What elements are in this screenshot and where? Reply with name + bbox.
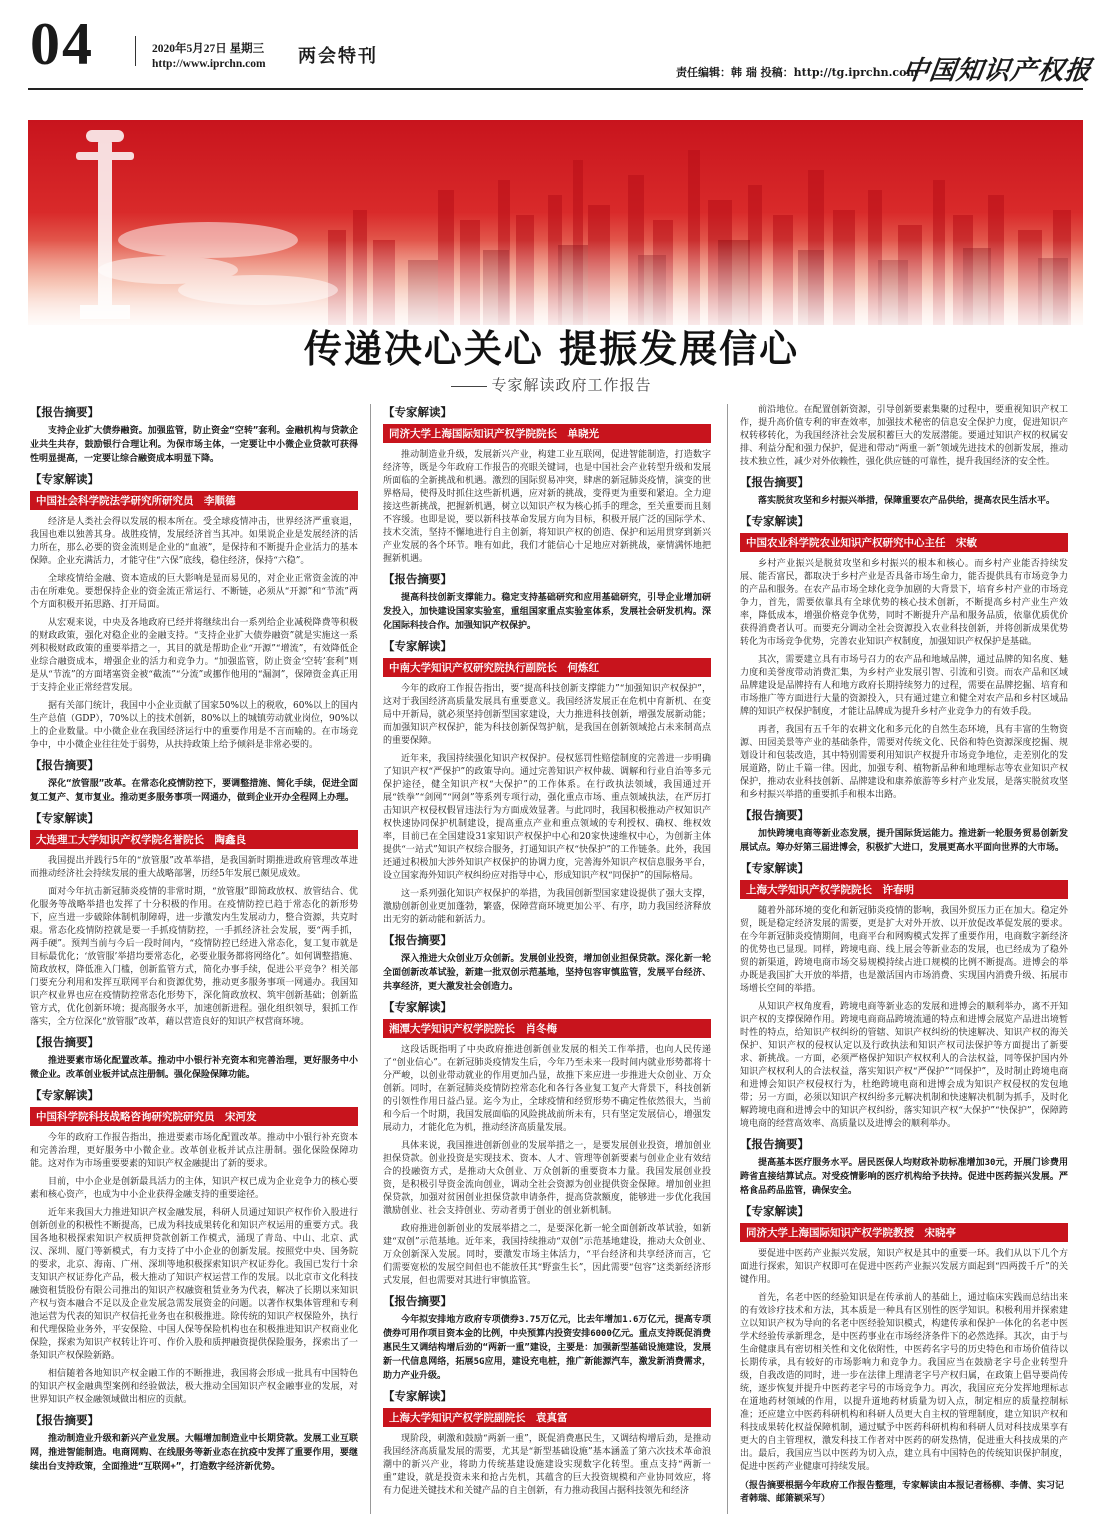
report-block <box>30 757 358 805</box>
newspaper-logo: 中国知识产权报 <box>900 56 1094 86</box>
expert-block <box>740 1203 1068 1474</box>
article-paragraph: 近年来我国大力推进知识产权金融发展，科研人员通过知识产权作价入股进行创新创业的积极性不断提高，已成为科技成果转化和知识产权运用的重要方式。我国各地积极探索知识产权质押贷款创新工作模式，涌现了青岛、中山、北京、武汉、深圳、厦门等新模式，有力支持了中小企业的创新发展。按照党中央、国务院的要求，北京、海南、广州、深圳等地积极探索知识产权证券化。我国已发行十余支知识产权证券化产品，极大推动了知识产权运营工作的发展。以北京市文化科技融资租赁股份有限公司推出的知识产权融资租赁业务为代表，解决了长期以来知识产权与资本融合不足以及企业发展急需发展资金的问题。以著作权集体管理和专利池运营为代表的知识产权信托业务也在积极推进。除传统的知识产权保险外，执行和代理保险业务外，平安保险、中国人保等保险机构也在积极推进知识产权商业化保险，探索为知识产权转让许可、作价入股和质押融资提供保险服务，探索出了一条知识产权保险新路。 <box>30 1208 358 1361</box>
report-block <box>740 474 1068 508</box>
article-paragraph: 推动制造业升级，发展新兴产业，构建工业互联网，促进智能制造，打造数字经济等，既是今年政府工作报告的亮眼关键词，也是中国社会产业转型升级和发展所面临的全新挑战和机遇。激烈的国际贸易冲突，肆虐的新冠肺炎疫情，演变的世界格局，使得及时抓住这些新机遇，应对新的挑战，变得更为重要和紧迫。全力迎接这些新挑战，把握新机遇，树立以知识产权为核心抓手的理念，至关重要而且刻不容缓。也即是说，要以新科技革命发展方向为目标，积极开展广泛的国际学术、技术交流，坚持不懈地进行自主创新，将知识产权的创造、保护和运用贯穿到新兴产业发展的各个环节。唯有如此，我们才能信心十足地应对新挑战，豪情满怀地把握新机遇。 <box>383 450 711 564</box>
article-paragraph: 今年的政府工作报告指出，推进要素市场化配置改革。推动中小银行补充资本和完善治理，更好服务中小微企业。改革创业板并试点注册制。强化保险保障功能。这对作为市场重要要素的知识产权金融提出了新的要求。 <box>30 1133 358 1169</box>
expert-block <box>30 471 358 752</box>
expert-block <box>30 1087 358 1407</box>
report-summary-heading: 【报告摘要】 <box>30 1413 99 1427</box>
report-summary-text: 支持企业扩大债券融资。加强监管，防止资金“空转”套利。金融机构与贷款企业共生共存，鼓励银行合理让利。为保市场主体，一定要让中小微企业贷款可获得性明显提高，一定要让综合融资成本明显下降。 <box>30 426 358 464</box>
report-summary-text: 深入推进大众创业万众创新。发展创业投资，增加创业担保贷款。深化新一轮全面创新改革试验，新建一批双创示范基地，坚持包容审慎监管，发展平台经济、共享经济，更大激发社会创造力。 <box>383 954 711 992</box>
report-block <box>30 1412 358 1474</box>
column-1 <box>30 404 358 1514</box>
expert-block <box>740 513 1068 802</box>
article-paragraph: 乡村产业振兴是脱贫攻坚和乡村振兴的根本和核心。而乡村产业能否持续发展、能否富民，都取决于乡村产业是否具备市场生命力，能否提供具有市场竞争力的产品和服务。在农产品市场全球化竞争加剧的大背景下，培育乡村产业的市场竞争力，首先，需要依靠具有全球优势的核心技术创新，不断提高乡村产业生产效率，降低成本，增强价格竞争优势，同时不断提升产品和服务品质，依靠优质优价获得消费者认可。而要充分调动全社会资源投入农业科技创新，并将创新成果优势转化为市场竞争优势，完善农业知识产权制度，加强知识产权保护是基础。 <box>740 559 1068 647</box>
subheadline <box>0 374 1103 395</box>
report-summary-text: 加快跨境电商等新业态发展，提升国际货运能力。推进新一轮服务贸易创新发展试点。筹办好第三届进博会，积极扩大进口，发展更高水平面向世界的大市场。 <box>740 829 1068 853</box>
report-block <box>740 1136 1068 1198</box>
expert-reading-heading: 【专家解读】 <box>30 1088 99 1102</box>
article-paragraph: 我国提出并践行5年的“放管服”改革举措，是我国新时期推进政府管理改革进而推动经济社会持续发展的重大战略部署，历经5年发展已颇见成效。 <box>30 856 358 879</box>
expert-name-bar: 湘潭大学知识产权学院院长 肖冬梅 <box>383 1019 711 1038</box>
expert-block <box>383 404 711 566</box>
editor-line: 责任编辑：韩 瑞 投稿：http://tg.iprchn.com <box>676 66 919 79</box>
article-paragraph: 目前，中小企业是创新最具活力的主体，知识产权已成为企业竞争力的核心要素和核心资产，也成为中小企业获得金融支持的重要途径。 <box>30 1177 358 1200</box>
expert-name-bar: 上海大学知识产权学院院长 许春明 <box>740 880 1068 899</box>
city-skyline-graphic <box>28 120 1083 325</box>
expert-reading-heading: 【专家解读】 <box>383 1389 452 1403</box>
masthead <box>0 0 1103 100</box>
article-paragraph: 从知识产权角度看，跨境电商等新业态的发展和进博会的顺利举办，离不开知识产权的支撑保障作用。跨境电商商品跨境流通的特点和进博会展览产品进出境暂时性的特点，给知识产权纠纷的管辖、知识产权纠纷的快速解决、知识产权的海关保护、知识产权的侵权认定以及行政执法和知识产权司法保护等方面提出了新要求、新挑战。一方面，必须严格保护知识产权权利人的合法权益，同等保护国内外知识产权权利人的合法权益，落实知识产权“严保护”“同保护”，及时制止跨境电商和进博会知识产权侵权行为，杜绝跨境电商和进博会成为知识产权侵权的发包地带；另一方面，必须以知识产权纠纷多元解决机制和快速解决机制为抓手，及时化解跨境电商和进博会中的知识产权纠纷，落实知识产权“大保护”“快保护”，保障跨境电商的经营高效率、高质量以及进博会的顺利举办。 <box>740 1002 1068 1129</box>
report-summary-text: 提高基本医疗服务水平。居民医保人均财政补助标准增加30元，开展门诊费用跨省直接结算试点。对受疫情影响的医疗机构给予扶持。促进中医药振兴发展。严格食品药品监管，确保安全。 <box>740 1158 1068 1196</box>
article-paragraph: 政府推进创新创业的发展举措之二，是要深化新一轮全面创新改革试验，如新建“双创”示范基地。近年来，我国持续推动“双创”示范基地建设，推动大众创业、万众创新深入发展。同时，要激发市场主体活力，“平台经济和共享经济而言，它们需要宽松的发展空间但也不能放任其“野蛮生长”，因此需要“包容”这类新经济形式发展，但也需要对其进行审慎监管。 <box>383 1224 711 1286</box>
column-divider <box>727 404 728 1514</box>
article-paragraph: 具体来说，我国推进创新创业的发展举措之一，是要发展创业投资，增加创业担保贷款。创业投资是实现技术、资本、人才、管理等创新要素与创业企业有效结合的投融资方式，是推动大众创业、万众创新的重要资本力量。我国发展创业投资，是积极引导资金流向创业，调动全社会资源为创业提供资金保障。增加创业担保贷款，加强对贫困创业担保贷款申请条件，提高贷款额度，能够进一步优化我国激励创业、社会支持创业、劳动者勇于创业的创业新机制。 <box>383 1141 711 1216</box>
report-summary-heading: 【报告摘要】 <box>383 1294 452 1308</box>
expert-reading-heading: 【专家解读】 <box>740 1204 809 1218</box>
report-summary-heading: 【报告摘要】 <box>740 475 809 489</box>
article-paragraph: 前沿地位。在配置创新资源，引导创新要素集聚的过程中，要重视知识产权工作，提升高价值专利的审查效率，加强技术秘密的信息安全保护力度，促进知识产权转移转化，为我国经济社会发展积蓄巨大的发展潜能。要通过知识产权的权属安排、利益分配和强力保护，促进和带动“两重一新”领域先进技术的创新发展，推动技术独立性，减少对外依赖性，强化供应链的可靠性，提升我国经济的安全性。 <box>740 405 1068 467</box>
column-3 <box>740 404 1068 1514</box>
report-summary-text: 落实脱贫攻坚和乡村振兴举措，保障重要农产品供给，提高农民生活水平。 <box>758 496 1056 506</box>
site-url[interactable]: http://www.iprchn.com <box>152 58 266 70</box>
expert-reading-heading: 【专家解读】 <box>30 811 99 825</box>
article-paragraph: 再者，我国有五千年的农耕文化和多元化的自然生态环境，具有丰富的生物资源、田园美景等产业的基础条件，需要对传统文化、民俗和特色资源深度挖掘、规划设计和包装改造，其中特别需要利用知识产权提升市场竞争地位，走差别化的发展道路，防止千篇一律。因此，加强专利、植物新品种和地理标志等农业知识产权保护，推动农业科技创新、品牌建设和康养旅游等乡村产业发展，是落实脱贫攻坚和乡村振兴举措的重要抓手和根本出路。 <box>740 725 1068 800</box>
expert-reading-heading: 【专家解读】 <box>740 514 809 528</box>
report-block <box>383 1293 711 1383</box>
article-paragraph: 随着外部环境的变化和新冠肺炎疫情的影响，我国外贸压力正在加大。稳定外贸，既是稳定经济发展的需要，更是扩大对外开放、以开放促改革促发展的要求。在今年新冠肺炎疫情期间，电商平台和网购模式发挥了重要作用，电商数字新经济的优势也已显现。同样，跨境电商、线上展会等新业态的发展，也已经成为了稳外贸的新渠道，跨境电商市场交易规模持续占进口规模的比例不断提高。进博会的举办既是我国扩大开放的举措，也是激活国内市场消费、实现国内消费升级、拓展市场增长空间的举措。 <box>740 906 1068 994</box>
report-summary-heading: 【报告摘要】 <box>383 933 452 947</box>
article-paragraph: 相信随着各地知识产权金融工作的不断推进，我国将会形成一批具有中国特色的知识产权金融典型案例和经验做法，极大推动全国知识产权金融事业的发展，对世界知识产权金融领域做出相应的贡献。 <box>30 1369 358 1405</box>
report-summary-heading: 【报告摘要】 <box>30 758 99 772</box>
expert-block <box>383 638 711 927</box>
expert-reading-heading: 【专家解读】 <box>383 1000 452 1014</box>
section-name: 两会特刊 <box>298 46 378 67</box>
report-block <box>30 404 358 466</box>
expert-reading-heading: 【专家解读】 <box>30 472 99 486</box>
expert-name-bar: 同济大学上海国际知识产权学院院长 单晓光 <box>383 424 711 443</box>
expert-block <box>30 810 358 1029</box>
report-summary-text: 推动制造业升级和新兴产业发展。大幅增加制造业中长期贷款。发展工业互联网，推进智能制造。电商网购、在线服务等新业态在抗疫中发挥了重要作用，要继续出台支持政策，全面推进“互联网+”，打造数字经济新优势。 <box>30 1434 358 1472</box>
column-divider <box>370 404 371 1514</box>
expert-name-bar: 中国科学院科技战略咨询研究院研究员 宋河发 <box>30 1107 358 1126</box>
report-summary-text: 今年拟安排地方政府专项债券3.75万亿元，比去年增加1.6万亿元，提高专项债券可用作项目资本金的比例，中央预算内投资安排6000亿元。重点支持既促消费惠民生又调结构增后劲的“两新一重”建设，主要是：加强新型基础设施建设，发展新一代信息网络，拓展5G应用，建设充电桩，推广新能源汽车，激发新消费需求，助力产业升级。 <box>383 1315 711 1381</box>
main-headline: 传递决心关心 提振发展信心 <box>303 326 800 371</box>
expert-reading-heading: 【专家解读】 <box>740 861 809 875</box>
report-block <box>383 571 711 633</box>
expert-name-bar: 中国农业科学院农业知识产权研究中心主任 宋敏 <box>740 533 1068 552</box>
article-paragraph: 现阶段，刺激和鼓励“两新一重”，既促消费惠民生，又调结构增后劲，是推动我国经济高质量发展的需要，尤其是“新型基础设施”基本涵盖了第六次技术革命浪潮中的新兴产业，将助力传统基建设施建设实现数字化转型。重点支持“两新一重”建设，就是投资未来和抢占先机，其蕴含的巨大投资规模和产业协同效应，将有力促进关键技术和关键产品的自主创新，有力推动我国占据科技领先和经济 <box>383 1434 711 1496</box>
report-summary-text: 提高科技创新支撑能力。稳定支持基础研究和应用基础研究，引导企业增加研发投入，加快建设国家实验室，重组国家重点实验室体系，发展社会研发机构。深化国际科技合作。加强知识产权保护。 <box>383 593 711 631</box>
article-paragraph: 全球疫情给金融、资本造成的巨大影响是显而易见的，对企业正常资金流的冲击在所难免。要想保持企业的资金流正常运行、不断链，必须从“开源”和“节流”两个方面积极开拓思路、打开局面。 <box>30 574 358 610</box>
report-summary-text: 推进要素市场化配置改革。推动中小银行补充资本和完善治理，更好服务中小微企业。改革创业板并试点注册制。强化保险保障功能。 <box>30 1056 358 1080</box>
issue-date: 2020年5月27日 星期三 <box>152 43 265 55</box>
expert-name-bar: 同济大学上海国际知识产权学院教授 宋晓亭 <box>740 1223 1068 1242</box>
masthead-divider <box>135 36 136 66</box>
subheadline-text: 专家解读政府工作报告 <box>491 376 652 394</box>
article-paragraph: 其次，需要建立具有市场号召力的农产品和地域品牌，通过品牌的知名度、魅力度和美誉度带动消费汇集，为乡村产业发展引智、引流和引资。而农产品和区域品牌建设是品牌持有人和地方政府长期持续努力的过程，需要在品牌挖掘、培育和市场推广等方面进行大量的资源投入，只有通过建立和健全对农产品和乡村区域品牌的知识产权保护制度，才能让品牌成为提升乡村产业竞争力的有效手段。 <box>740 655 1068 717</box>
continuation-block <box>740 404 1068 469</box>
expert-reading-heading: 【专家解读】 <box>383 405 452 419</box>
report-summary-text: 深化“放管服”改革。在常态化疫情防控下，要调整措施、简化手续，促进全面复工复产、复市复业。推动更多服务事项一网通办，做到企业开办全程网上办理。 <box>30 779 358 803</box>
article-paragraph: 今年的政府工作报告指出，要“提高科技创新支撑能力”“加强知识产权保护”，这对于我国经济高质量发展具有重要意义。我国经济发展正在危机中育新机、在变局中开新局，就必须坚持创新型国家建设，大力推进科技创新，增强发展新动能；而加强知识产权保护，能为科技创新保驾护航，是我国在创新领域抢占未来制高点的重要保障。 <box>383 684 711 746</box>
article-paragraph: 这一系列强化知识产权保护的举措，为我国创新型国家建设提供了强大支撑，激励创新创业更加蓬勃，繁盛，保障营商环境更加公平、有序，助力我国经济释放出无穷的新动能和新活力。 <box>383 889 711 925</box>
report-block <box>383 932 711 994</box>
expert-block <box>383 1388 711 1498</box>
article-paragraph: 首先，名老中医的经验知识是在传承前人的基础上，通过临床实践而总结出来的有效诊疗技术和方法，其本质是一种具有区别性的医学知识。积极利用并探索建立以知识产权为导向的名老中医经验知识模式，构建传承和保护一体化的名老中医学术经验传承新理念，是中医药事业在市场经济条件下的必然选择。其次，由于与生命健康具有密切相关性和文化依附性，中医药名字号的历史特色和市场价值待以长期传承，具有较好的市场影响力和竞争力。我国应当在鼓励老字号企业转型升级，自我改造的同时，进一步在法律上理清老字号产权归属，在政策上倡导要尚传统，逐步恢复并提升中医药老字号的市场竞争力。再次，我国应充分发挥地理标志在道地药材领域的作用，以提升道地药材质量为切入点，制定相应的质量控制标准；还应建立中医药科研机构和科研人员更大自主权的管理制度，建立知识产权和科技成果转化权益保障机制，通过赋予中医药科研机构和科研人员对科技成果享有更大的自主管理权，激发科技工作者对中医药的研发热情，促进重大科技成果的产出。最后，我国应当以中医药为切入点，建立具有中国特色的传统知识保护制度，促进中医药产业健康可持续发展。 <box>740 1293 1068 1472</box>
report-block <box>740 807 1068 855</box>
report-summary-heading: 【报告摘要】 <box>30 405 99 419</box>
article-paragraph: 据有关部门统计，我国中小企业贡献了国家50%以上的税收，60%以上的国内生产总值（GDP），70%以上的技术创新，80%以上的城镇劳动就业岗位，90%以上的企业数量。中小微企业在我国经济运行中的重要作用是不言而喻的。在市场竞争中，中小微企业往往处于弱势，从扶持政策上给予倾斜是非常必要的。 <box>30 701 358 750</box>
report-block <box>30 1034 358 1082</box>
column-2 <box>383 404 711 1514</box>
report-summary-heading: 【报告摘要】 <box>740 1137 809 1151</box>
page-number: 04 <box>30 11 94 77</box>
expert-name-bar: 中南大学知识产权研究院执行副院长 何炼红 <box>383 658 711 677</box>
article-paragraph: 经济是人类社会得以发展的根本所在。受全球疫情冲击，世界经济严重衰退，我国也难以独善其身。战胜疫情，发展经济首当其冲。如果说企业是发展经济的活力所在，那么必要的资金流则是企业的“血液”，是保持和不断提升企业活力的基本保障。企业充满活力，才能守住“六保”底线，稳住经济，保持“六稳”。 <box>30 517 358 566</box>
report-summary-heading: 【报告摘要】 <box>740 808 809 822</box>
article-paragraph: 近年来，我国持续强化知识产权保护。侵权惩罚性赔偿制度的完善进一步明确了知识产权“严保护”的政策导向。通过完善知识产权仲裁、调解和行业自治等多元保护途径，健全知识产权“大保护”的工作体系。在行政执法领域，我国通过开展“铁拳”“剑网”“网剑”等系列专项行动，强化重点市场、重点领域执法，在严厉打击知识产权侵权假冒违法行为方面成效显著。与此同时，我国积极推动产权知识产权快速协同保护机制建设，提高重点产业和重点领域的专利授权、确权、维权效率，目前已在全国建设31家知识产权保护中心和20家快速维权中心，为创新主体提供“一站式”知识产权综合服务，打通知识产权“快保护”的工作链条。此外，我国还通过积极加大涉外知识产权保护的协调力度，完善海外知识产权信息服务平台，设立国家海外知识产权纠纷应对指导中心，形成知识产权“同保护”的国际格局。 <box>383 754 711 881</box>
article-paragraph: 这段话既指明了中央政府推进创新创业发展的相关工作举措，也向人民传递了“创业信心”。在新冠肺炎疫情发生后，今年乃至未来一段时间内就业形势都将十分严峻，以创业带动就业的作用更加凸显，故推下来应进一步推进大众创业、万众创新。同时，在新冠肺炎疫情防控常态化和各行各业复工复产大背景下，科技创新的引领性作用日益凸显。迄今为止，全球疫情和经贸形势不确定性依然很大，当前和今后一个时期，我国发展面临的风险挑战前所未有，只有坚定发展信心，增强发展动力，才能化危为机，推动经济高质量发展。 <box>383 1045 711 1133</box>
expert-block <box>740 860 1068 1131</box>
subhead-dash <box>451 386 487 387</box>
article-paragraph: 从宏观来说，中央及各地政府已经并将继续出台一系列给企业减税降费等积极的财政政策，强化对稳企业的金融支持。“支持企业扩大债券融资”就是实施这一系列积极财政政策的重要举措之一，其目的就是帮助企业“开源”“增流”，有效降低企业综合融资成本，增强企业的活力和竞争力。“加强监管，防止资金‘空转’套利”则是从“节流”的方面堵塞资金被“截流”“分流”或挪作他用的“漏洞”，保障资金真正用于支持企业正常经营发展。 <box>30 618 358 693</box>
expert-block <box>383 999 711 1288</box>
expert-name-bar: 中国社会科学院法学研究所研究员 李顺德 <box>30 491 358 510</box>
expert-name-bar: 上海大学知识产权学院副院长 袁真富 <box>383 1408 711 1427</box>
byline-credit: （报告摘要根据今年政府工作报告整理，专家解读由本报记者杨柳、李倩、实习记者韩瑞、邮箫颖采写） <box>740 1481 1065 1504</box>
article-paragraph: 要促进中医药产业振兴发展，知识产权是其中的重要一环。我们从以下几个方面进行探索，知识产权即可在促进中医药产业振兴发展方面起到“四两拨千斤”的关键作用。 <box>740 1249 1068 1285</box>
report-summary-heading: 【报告摘要】 <box>30 1035 99 1049</box>
expert-reading-heading: 【专家解读】 <box>383 639 452 653</box>
report-summary-heading: 【报告摘要】 <box>383 572 452 586</box>
masthead-rule <box>28 88 1083 90</box>
banner-illustration <box>28 120 1083 325</box>
article-paragraph: 面对今年抗击新冠肺炎疫情的非常时期，“放管服”即简政放权、放管结合、优化服务等战略举措也发挥了十分积极的作用。在疫情防控已趋于常态化的新形势下，应当进一步破除体制机制障碍，进一步激发内生发展动力，整合资源，共克时艰。常态化疫情防控就是要一手抓疫情防控，一手抓经济社会发展，要“两手抓，两手硬”。预判当前与今后一段时间内，“疫情防控已经进入常态化，复工复市就是目标最优化；‘放管服’举措均要常态化，必要业服务都将网络化”。如何调整措施、简政放权，降低准入门槛，创新监管方式，简化办事手续，促进公平竞争？相关部门要充分利用和发挥互联网平台和资源优势，推动更多服务事项一网通办。我国知识产权业界也应在疫情防控常态化形势下，深化简政放权、筑牢创新基础；创新监管方式，优化创新环境；提高服务水平，加速创新进程。强化组织领导，狠抓工作落实，全方位深化“放管服”改革，藉以营造良好的知识产权营商环境。 <box>30 887 358 1027</box>
credit-block <box>740 1480 1068 1506</box>
expert-name-bar: 大连理工大学知识产权学院名誉院长 陶鑫良 <box>30 830 358 849</box>
